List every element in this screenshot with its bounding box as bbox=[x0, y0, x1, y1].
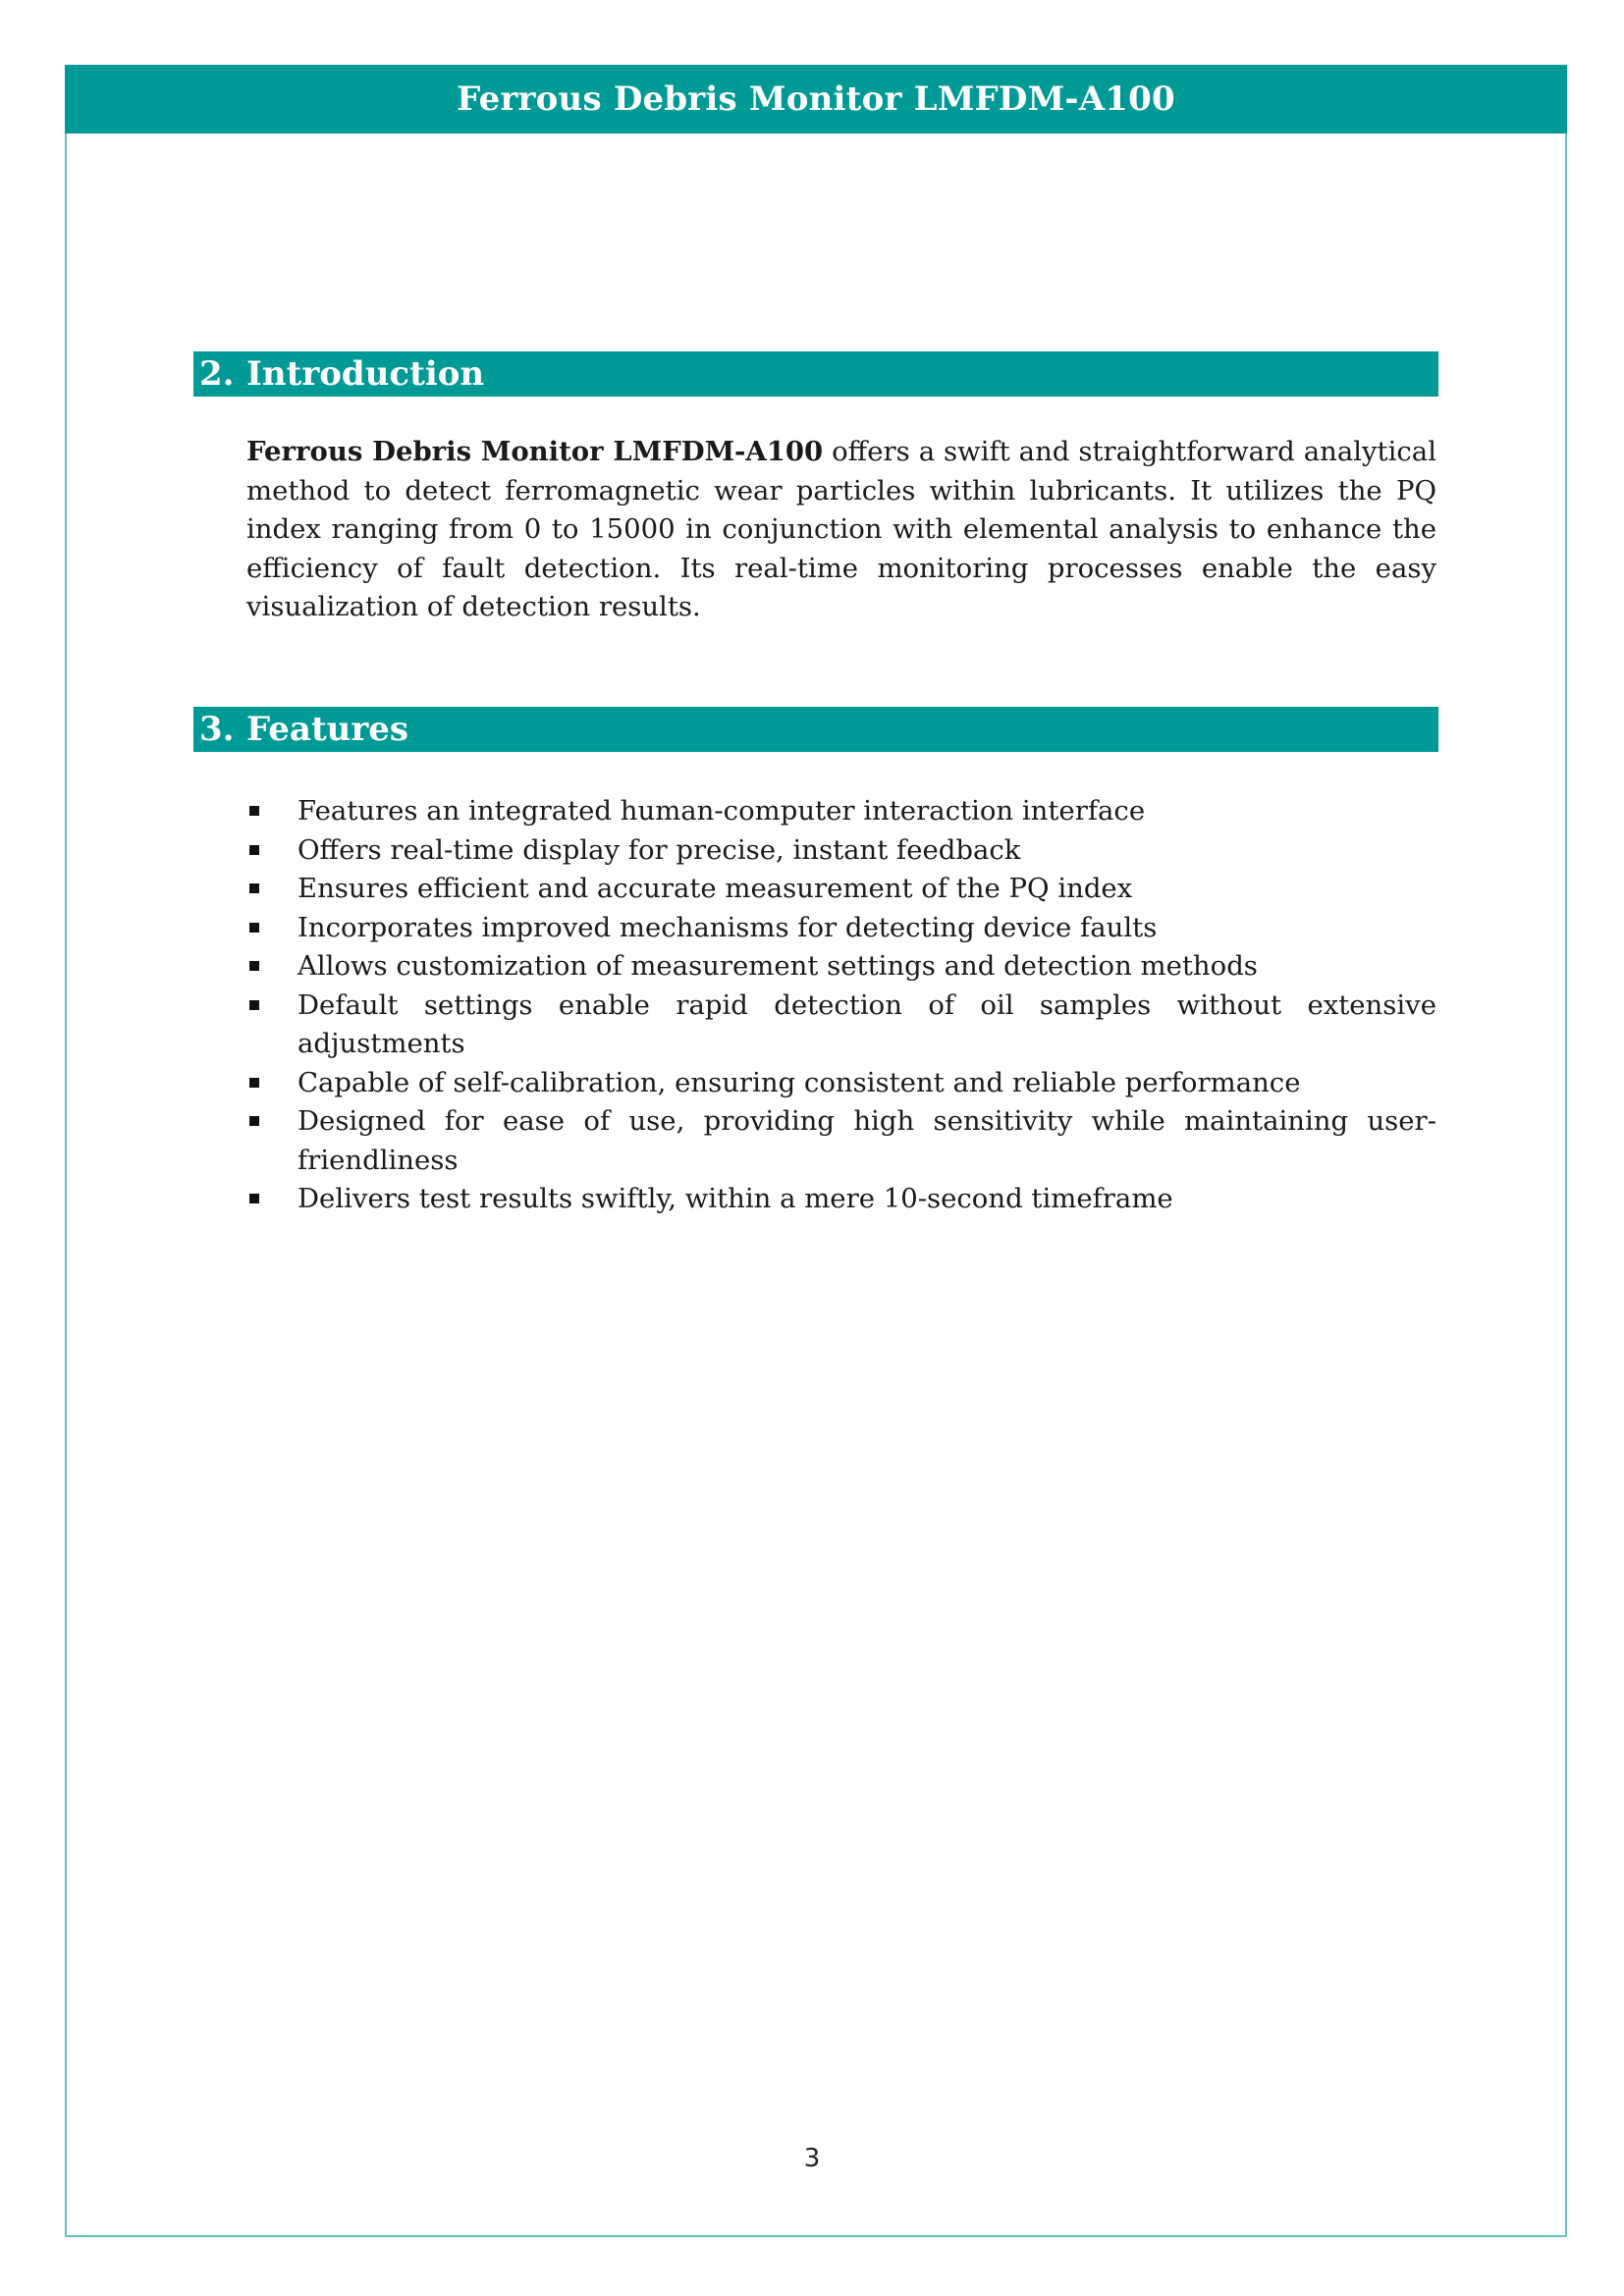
section-number: 3. bbox=[199, 710, 235, 749]
page-number: 3 bbox=[803, 2144, 821, 2173]
bullet-square-icon bbox=[249, 806, 259, 816]
bullet-square-icon bbox=[249, 961, 259, 971]
bullet-square-icon bbox=[249, 845, 259, 855]
bullet-square-icon bbox=[249, 1078, 259, 1088]
document-title: Ferrous Debris Monitor LMFDM-A100 bbox=[457, 80, 1175, 119]
bullet-square-icon bbox=[249, 1194, 259, 1203]
list-item bbox=[246, 870, 1436, 909]
header-bar bbox=[65, 65, 1567, 133]
feature-text: Offers real-time display for precise, instant feedback bbox=[298, 833, 1021, 866]
feature-text: Incorporates improved mechanisms for detecting device faults bbox=[298, 911, 1158, 943]
list-item bbox=[246, 947, 1436, 987]
introduction-body: offers a swift and straightforward analytical method to detect ferromagnetic wear particles within lubricants. It utilizes the PQ index ranging from 0 to 15000 in conjunction with elemental analysis to enhance the efficiency of fault detection. Its real-time monitoring processes enable the easy visualization of detection results. bbox=[246, 436, 1436, 622]
list-item bbox=[246, 909, 1436, 948]
list-item bbox=[246, 792, 1436, 831]
list-item bbox=[246, 831, 1436, 871]
feature-text: Delivers test results swiftly, within a mere 10-second timeframe bbox=[298, 1183, 1173, 1214]
section-number: 2. bbox=[199, 354, 235, 394]
bullet-square-icon bbox=[249, 923, 259, 933]
feature-text: Allows customization of measurement settings and detection methods bbox=[298, 950, 1258, 982]
section-heading-features bbox=[193, 707, 1438, 752]
feature-text: Ensures efficient and accurate measurement of the PQ index bbox=[298, 873, 1133, 904]
list-item bbox=[246, 1180, 1436, 1219]
introduction-lead: Ferrous Debris Monitor LMFDM-A100 bbox=[246, 436, 824, 467]
bullet-square-icon bbox=[249, 1000, 259, 1010]
bullet-square-icon bbox=[249, 1116, 259, 1126]
feature-text: Features an integrated human-computer interaction interface bbox=[298, 795, 1146, 827]
section-title: Introduction bbox=[246, 354, 485, 394]
section-title: Features bbox=[246, 710, 409, 749]
feature-text: Capable of self-calibration, ensuring consistent and reliable performance bbox=[298, 1066, 1301, 1098]
feature-list bbox=[246, 792, 1436, 1219]
feature-text: Designed for ease of use, providing high sensitivity while maintaining user-friendliness bbox=[298, 1105, 1436, 1176]
list-item bbox=[246, 1064, 1436, 1103]
bullet-square-icon bbox=[249, 883, 259, 893]
feature-text: Default settings enable rapid detection of oil samples without extensive adjustments bbox=[298, 988, 1436, 1059]
list-item bbox=[246, 987, 1436, 1064]
list-item bbox=[246, 1102, 1436, 1180]
section-heading-introduction bbox=[193, 351, 1438, 397]
introduction-paragraph bbox=[246, 433, 1436, 627]
